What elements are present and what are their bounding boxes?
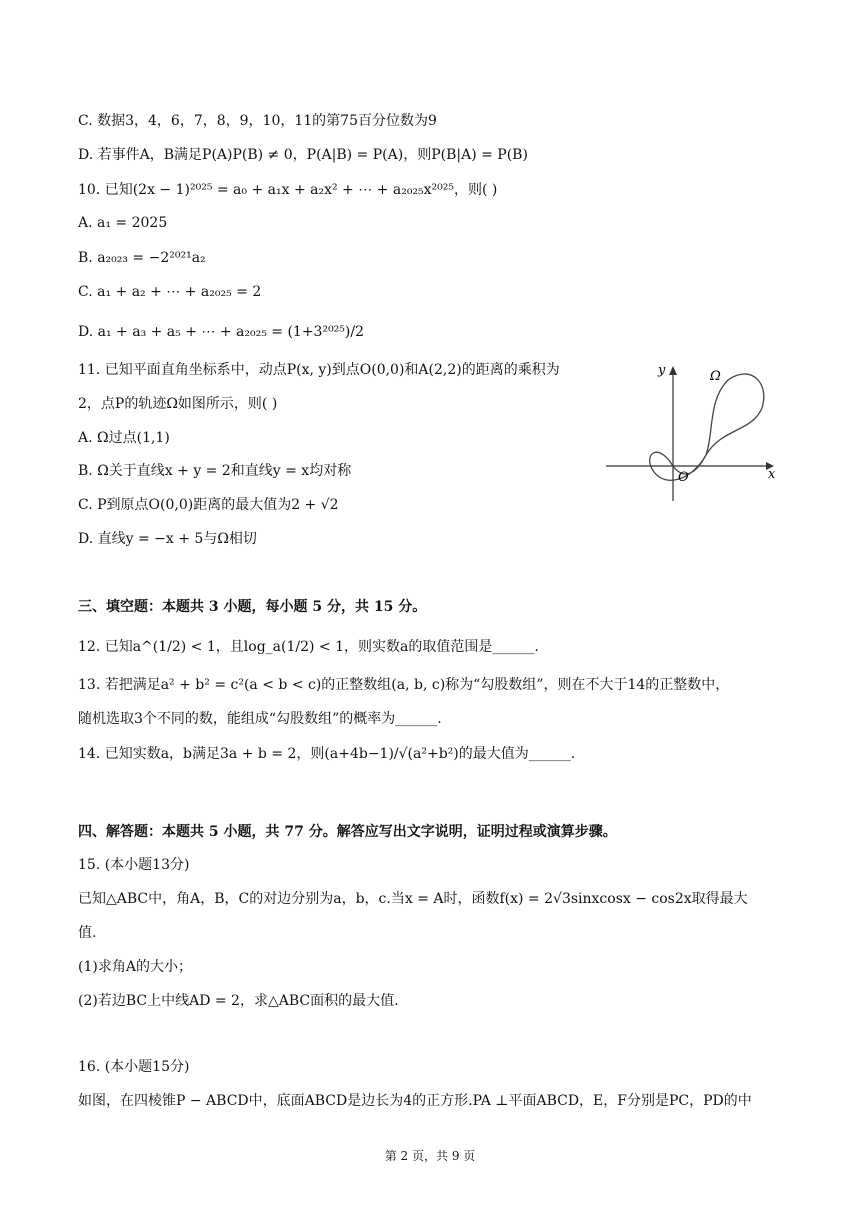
question-10-option-c: C. a₁ + a₂ + ⋯ + a₂₀₂₅ = 2 bbox=[78, 284, 262, 300]
question-12-stem: 12. 已知a^(1/2) < 1，且log_a(1/2) < 1，则实数a的取值范围是______. bbox=[78, 639, 539, 655]
question-15-title: 15. (本小题13分) bbox=[78, 857, 190, 873]
page-footer: 第 2 页，共 9 页 bbox=[384, 1149, 476, 1163]
curve-label: Ω bbox=[710, 369, 721, 384]
question-11-stem-line2: 2，点P的轨迹Ω如图所示，则( ) bbox=[78, 396, 278, 412]
question-14-stem: 14. 已知实数a，b满足3a + b = 2，则(a+4b−1)/√(a²+b²)的最大值为______. bbox=[78, 746, 576, 762]
question-10-option-b: B. a₂₀₂₃ = −2²⁰²¹a₂ bbox=[78, 250, 206, 266]
question-11-stem-line1: 11. 已知平面直角坐标系中，动点P(x, y)到点O(0,0)和A(2,2)的距离的乘积为 bbox=[78, 362, 560, 378]
question-15-part2: (2)若边BC上中线AD = 2，求△ABC面积的最大值. bbox=[78, 993, 399, 1009]
question-11-option-a: A. Ω过点(1,1) bbox=[78, 430, 170, 446]
question-13-stem-line1: 13. 若把满足a² + b² = c²(a < b < c)的正整数组(a, b, c)称为“勾股数组”，则在不大于14的正整数中， bbox=[78, 677, 730, 693]
question-10-option-d: D. a₁ + a₃ + a₅ + ⋯ + a₂₀₂₅ = (1+3²⁰²⁵)/2 bbox=[78, 324, 364, 340]
y-axis-arrow bbox=[669, 366, 677, 375]
question-c-option: C. 数据3，4，6，7，8，9，10，11的第75百分位数为9 bbox=[78, 113, 437, 129]
origin-label: O bbox=[678, 470, 689, 485]
question-13-stem-line2: 随机选取3个不同的数，能组成“勾股数组”的概率为______. bbox=[78, 711, 442, 727]
y-axis-label: y bbox=[658, 363, 666, 378]
question-15-stem-line1: 已知△ABC中，角A，B，C的对边分别为a，b，c.当x = A时，函数f(x) = 2√3sinxcosx − cos2x取得最大 bbox=[78, 891, 748, 907]
question-15-part1: (1)求角A的大小； bbox=[78, 959, 192, 975]
question-10-option-a: A. a₁ = 2025 bbox=[78, 215, 168, 231]
omega-curve bbox=[650, 374, 764, 480]
question-11-option-d: D. 直线y = −x + 5与Ω相切 bbox=[78, 531, 257, 547]
question-15-stem-line2: 值. bbox=[78, 925, 97, 941]
question-11-option-c: C. P到原点O(0,0)距离的最大值为2 + √2 bbox=[78, 497, 339, 513]
question-16-title: 16. (本小题15分) bbox=[78, 1059, 190, 1075]
question-10-stem: 10. 已知(2x − 1)²⁰²⁵ = a₀ + a₁x + a₂x² + ⋯ + a₂₀₂₅x²⁰²⁵，则( ) bbox=[78, 182, 498, 198]
section-heading-answer: 四、解答题：本题共 5 小题，共 77 分。解答应写出文字说明，证明过程或演算步骤。 bbox=[78, 824, 617, 840]
question-16-stem: 如图，在四棱锥P − ABCD中，底面ABCD是边长为4的正方形.PA ⊥平面ABCD，E，F分别是PC，PD的中 bbox=[78, 1093, 752, 1109]
question-d-option: D. 若事件A，B满足P(A)P(B) ≠ 0，P(A|B) = P(A)，则P(B|A) = P(B) bbox=[78, 147, 528, 163]
question-11-option-b: B. Ω关于直线x + y = 2和直线y = x均对称 bbox=[78, 463, 352, 479]
lemniscate-figure bbox=[602, 360, 782, 505]
x-axis-label: x bbox=[768, 467, 776, 482]
section-heading-fill-in: 三、填空题：本题共 3 小题，每小题 5 分，共 15 分。 bbox=[78, 599, 427, 615]
